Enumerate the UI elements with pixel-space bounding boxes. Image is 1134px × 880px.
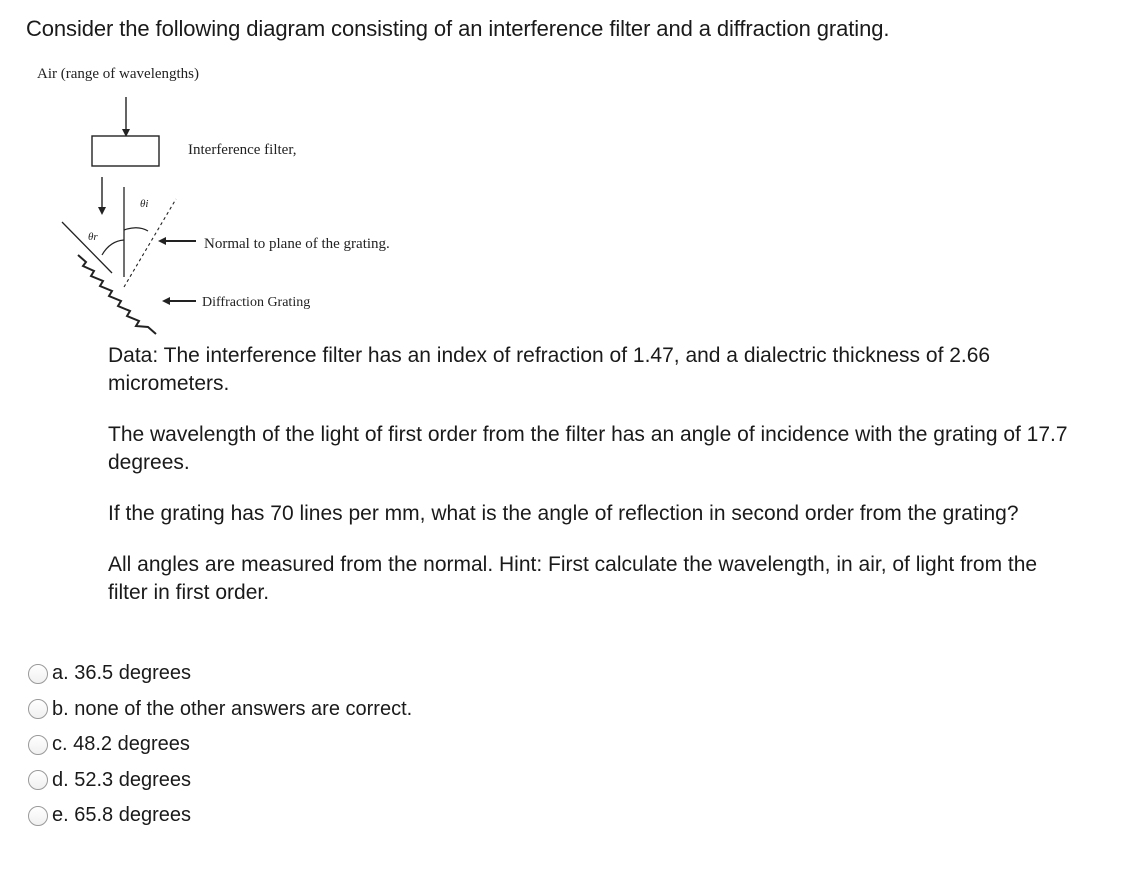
answer-options: [28, 656, 412, 834]
incidence-paragraph: The wavelength of the light of first order from the filter has an angle of incidence with the grating of 17.7 degrees.: [108, 423, 1068, 474]
option-a-label: a. 36.5 degrees: [52, 662, 191, 685]
theta-i-label: θi: [140, 198, 149, 210]
normal-label: Normal to plane of the grating.: [204, 236, 390, 252]
option-d[interactable]: [28, 763, 412, 799]
radio-button-c[interactable]: [28, 735, 48, 755]
option-e[interactable]: [28, 798, 412, 834]
reflected-ray-dashed: [124, 199, 176, 287]
question-body: [108, 342, 1068, 630]
option-a[interactable]: [28, 656, 412, 692]
question-paragraph: If the grating has 70 lines per mm, what is the angle of reflection in second order from the grating?: [108, 502, 1019, 525]
hint-paragraph: All angles are measured from the normal. Hint: First calculate the wavelength, in air, of light from the filter in first order.: [108, 553, 1038, 604]
theta-r-arc: [102, 240, 124, 255]
diffraction-grating-surface: [78, 255, 156, 334]
theta-r-label: θr: [88, 231, 98, 243]
radio-button-e[interactable]: [28, 806, 48, 826]
option-b[interactable]: [28, 692, 412, 728]
incident-ray-line: [62, 222, 112, 273]
question-title: Consider the following diagram consisting of an interference filter and a diffraction grating.: [26, 16, 890, 41]
air-label: Air (range of wavelengths): [37, 66, 200, 82]
grating-label: Diffraction Grating: [202, 295, 311, 310]
theta-i-arc: [124, 228, 148, 231]
data-paragraph: Data: The interference filter has an index of refraction of 1.47, and a dialectric thickness of 2.66 micrometers.: [108, 344, 991, 395]
interference-diagram: [0, 55, 520, 340]
option-e-label: e. 65.8 degrees: [52, 804, 191, 827]
radio-button-b[interactable]: [28, 699, 48, 719]
option-b-label: b. none of the other answers are correct.: [52, 697, 413, 720]
option-c[interactable]: [28, 727, 412, 763]
radio-button-a[interactable]: [28, 664, 48, 684]
radio-button-d[interactable]: [28, 770, 48, 790]
filter-label: Interference filter,: [188, 142, 297, 158]
option-c-label: c. 48.2 degrees: [52, 733, 190, 756]
interference-filter-box: [92, 136, 159, 166]
option-d-label: d. 52.3 degrees: [52, 768, 191, 791]
